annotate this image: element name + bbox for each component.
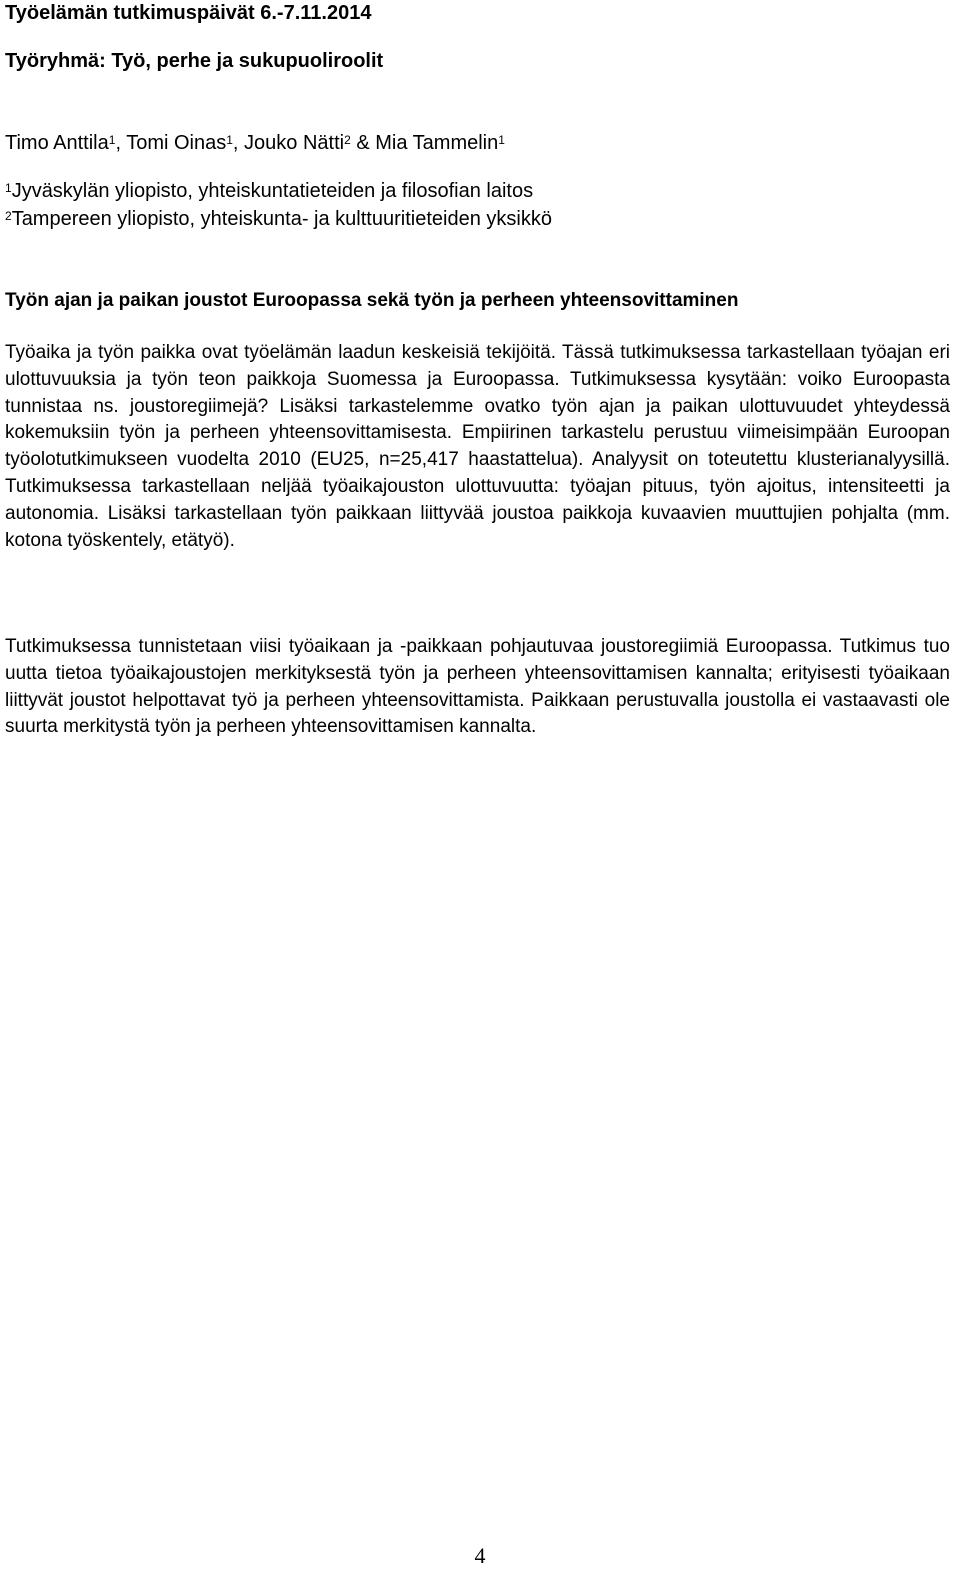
conference-title: Työelämän tutkimuspäivät 6.-7.11.2014 <box>5 2 372 24</box>
author-name: Jouko Nätti <box>244 132 345 154</box>
author-list <box>5 129 505 157</box>
author-name: Mia Tammelin <box>375 132 499 154</box>
abstract-paragraph-2: Tutkimuksessa tunnistetaan viisi työaikaan ja -paikkaan pohjautuvaa joustoregiimiä Euroopassa. Tutkimus tuo uutta tietoa työaikajoustojen merkityksestä työn ja perheen yhteensovittamisen kannalta; erityisesti työaikaan liittyvät joustot helpottavat työ ja perheen yhteensovittamista. Paikkaan perustuvalla joustolla ei vastaavasti ole suurta merkitystä työn ja perheen yhteensovittamisen kannalta. <box>5 636 950 738</box>
author-name: Tomi Oinas <box>126 132 227 154</box>
author-separator: , <box>232 132 245 154</box>
affiliation-1 <box>5 177 533 205</box>
page-number: 4 <box>474 1543 486 1568</box>
paper-title: Työn ajan ja paikan joustot Euroopassa sekä työn ja perheen yhteensovittaminen <box>5 290 739 311</box>
affiliation-mark: 1 <box>5 181 12 195</box>
affiliation-2 <box>5 205 552 233</box>
affiliation-mark: 1 <box>226 133 233 147</box>
author-separator: , <box>115 132 127 154</box>
working-group-title: Työryhmä: Työ, perhe ja sukupuoliroolit <box>5 50 384 72</box>
affiliation-text: Jyväskylän yliopisto, yhteiskuntatieteiden ja filosofian laitos <box>11 180 534 202</box>
affiliation-text: Tampereen yliopisto, yhteiskunta- ja kulttuuritieteiden yksikkö <box>11 208 552 230</box>
author-name: Timo Anttila <box>5 132 109 154</box>
author-separator: & <box>350 132 376 154</box>
affiliation-mark: 1 <box>108 133 116 147</box>
affiliation-mark: 2 <box>5 209 12 223</box>
abstract-paragraph-1: Työaika ja työn paikka ovat työelämän laadun keskeisiä tekijöitä. Tässä tutkimuksessa tarkastellaan työajan eri ulottuvuuksia ja työn teon paikkoja Suomessa ja Euroopassa. Tutkimuksessa kysytään: voiko Euroopasta tunnistaa ns. joustoregiimejä? Lisäksi tarkastelemme ovatko työn ajan ja paikan ulottuvuudet yhteydessä kokemuksiin työn ja perheen yhteensovittamisesta. Empiirinen tarkastelu perustuu viimeisimpään Euroopan työolotutkimukseen vuodelta 2010 (EU25, n=25,417 haastattelua). Analyysit on toteutettu klusterianalyysillä. Tutkimuksessa tarkastellaan neljää työaikajouston ulottuvuutta: työajan pituus, työn ajoitus, intensiteetti ja autonomia. Lisäksi tarkastellaan työn paikkaan liittyvää joustoa paikkoja kuvaavien muuttujien pohjalta (mm. kotona työskentely, etätyö). <box>5 342 950 551</box>
affiliation-mark: 2 <box>344 133 351 147</box>
affiliation-mark: 1 <box>498 133 505 147</box>
